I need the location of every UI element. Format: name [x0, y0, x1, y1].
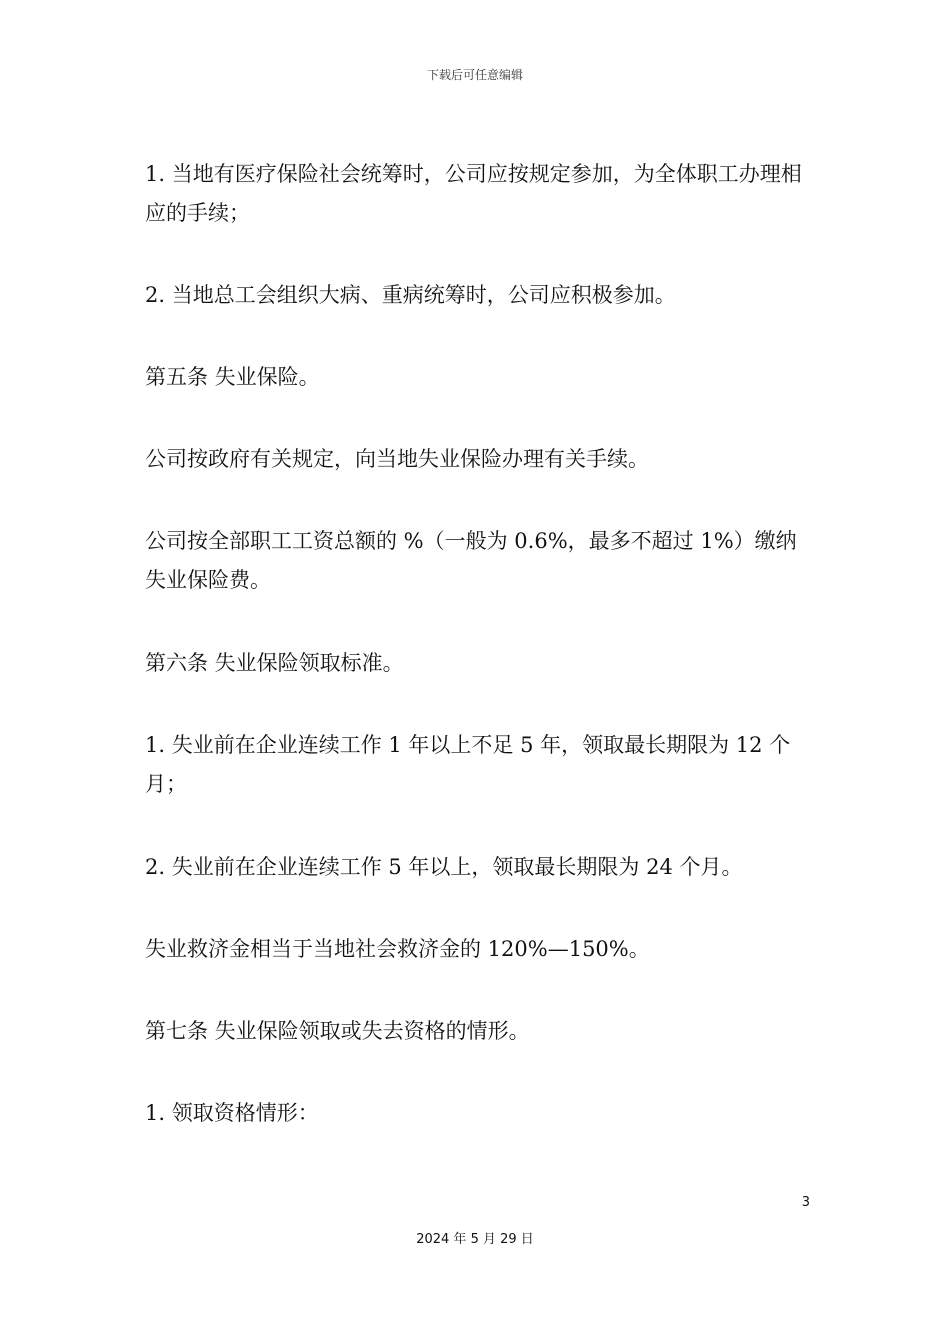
section-heading: 第六条 失业保险领取标准。	[145, 651, 404, 675]
paragraph: 1. 当地有医疗保险社会统筹时，公司应按规定参加，为全体职工办理相应的手续；	[145, 162, 802, 225]
page-footer-date: 2024 年 5 月 29 日	[416, 1232, 534, 1247]
page-number: 3	[801, 1195, 810, 1210]
section-heading: 第五条 失业保险。	[145, 365, 320, 389]
paragraph: 公司按全部职工工资总额的 %（一般为 0.6%，最多不超过 1%）缴纳失业保险费。	[145, 529, 797, 592]
paragraph: 失业救济金相当于当地社会救济金的 120%—150%。	[145, 937, 650, 961]
paragraph: 2. 当地总工会组织大病、重病统筹时，公司应积极参加。	[145, 283, 676, 307]
section-heading: 第七条 失业保险领取或失去资格的情形。	[145, 1019, 530, 1043]
page-header: 下载后可任意编辑	[426, 68, 523, 82]
paragraph: 1. 失业前在企业连续工作 1 年以上不足 5 年，领取最长期限为 12 个月；	[145, 733, 791, 796]
paragraph: 公司按政府有关规定，向当地失业保险办理有关手续。	[145, 447, 649, 471]
paragraph: 1. 领取资格情形：	[145, 1101, 319, 1125]
paragraph: 2. 失业前在企业连续工作 5 年以上，领取最长期限为 24 个月。	[145, 855, 743, 879]
